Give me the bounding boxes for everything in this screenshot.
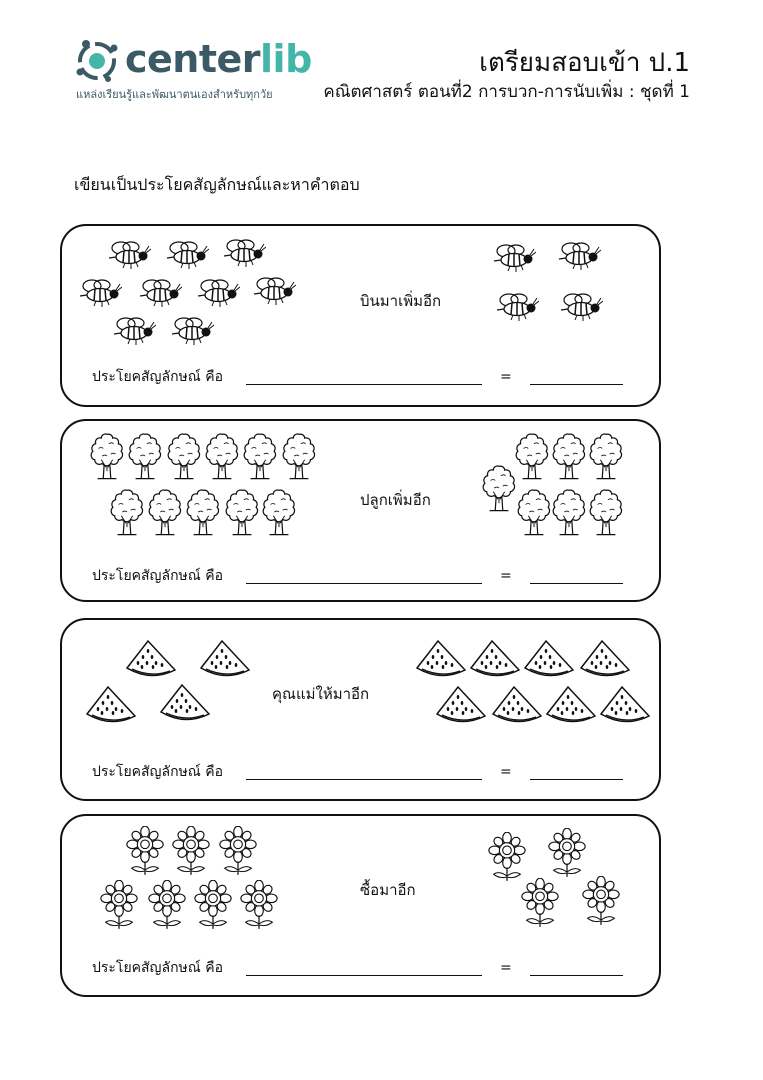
watermelon-icon — [598, 684, 652, 724]
bee-icon — [559, 292, 603, 322]
tree-icon — [148, 487, 182, 537]
bee-icon — [170, 316, 214, 346]
bee-icon — [165, 240, 209, 270]
watermelon-icon — [490, 684, 544, 724]
bee-icon — [107, 240, 151, 270]
flower-icon — [546, 828, 588, 878]
watermelon-icon — [198, 638, 252, 678]
number-sentence-label: ประโยคสัญลักษณ์ คือ — [92, 960, 223, 976]
bee-icon — [495, 292, 539, 322]
tree-icon — [589, 431, 623, 481]
number-sentence-label: ประโยคสัญลักษณ์ คือ — [92, 568, 223, 584]
problem-card-flowers — [60, 814, 661, 997]
tree-icon — [243, 431, 277, 481]
flower-icon — [98, 880, 140, 930]
bee-icon — [196, 278, 240, 308]
watermelon-icon — [158, 682, 212, 722]
flower-icon — [238, 880, 280, 930]
watermelon-icon — [414, 638, 468, 678]
tree-icon — [515, 431, 549, 481]
tree-icon — [589, 487, 623, 537]
flower-icon — [519, 878, 561, 928]
problem-caption: ซื้อมาอีก — [360, 881, 416, 899]
number-sentence-label: ประโยคสัญลักษณ์ คือ — [92, 764, 223, 780]
tree-icon — [552, 487, 586, 537]
equals-sign: = — [500, 369, 512, 385]
tree-icon — [186, 487, 220, 537]
tree-icon — [282, 431, 316, 481]
tree-icon — [90, 431, 124, 481]
problem-caption: บินมาเพิ่มอีก — [360, 292, 442, 310]
problem-caption: คุณแม่ให้มาอีก — [272, 685, 370, 703]
answer-blank[interactable] — [530, 384, 623, 385]
tree-icon — [128, 431, 162, 481]
watermelon-icon — [468, 638, 522, 678]
tree-icon — [205, 431, 239, 481]
logo-tagline: แหล่งเรียนรู้และพัฒนาตนเองสำหรับทุกวัย — [76, 88, 273, 101]
flower-icon — [486, 832, 528, 882]
number-sentence-label: ประโยคสัญลักษณ์ คือ — [92, 369, 223, 385]
bee-icon — [492, 243, 536, 273]
number-sentence-blank[interactable] — [246, 975, 482, 976]
problem-caption: ปลูกเพิ่มอีก — [360, 491, 431, 509]
flower-icon — [124, 826, 166, 876]
page-title: เตรียมสอบเข้า ป.1 — [479, 48, 690, 78]
problem-card-trees — [60, 419, 661, 602]
watermelon-icon — [522, 638, 576, 678]
tree-icon — [482, 463, 516, 513]
equals-sign: = — [500, 568, 512, 584]
flower-icon — [192, 880, 234, 930]
flower-icon — [217, 826, 259, 876]
bee-icon — [112, 316, 156, 346]
watermelon-icon — [544, 684, 598, 724]
watermelon-icon — [84, 684, 138, 724]
watermelon-icon — [434, 684, 488, 724]
flower-icon — [170, 826, 212, 876]
logo-wordmark: centerlib — [125, 37, 312, 81]
bee-icon — [138, 278, 182, 308]
watermelon-icon — [124, 638, 178, 678]
flower-icon — [580, 876, 622, 926]
tree-icon — [517, 487, 551, 537]
tree-icon — [552, 431, 586, 481]
number-sentence-blank[interactable] — [246, 384, 482, 385]
answer-blank[interactable] — [530, 975, 623, 976]
equals-sign: = — [500, 764, 512, 780]
bee-icon — [222, 238, 266, 268]
tree-icon — [167, 431, 201, 481]
number-sentence-blank[interactable] — [246, 779, 482, 780]
equals-sign: = — [500, 960, 512, 976]
answer-blank[interactable] — [530, 779, 623, 780]
bee-icon — [78, 278, 122, 308]
answer-blank[interactable] — [530, 583, 623, 584]
page-subtitle: คณิตศาสตร์ ตอนที่2 การบวก-การนับเพิ่ม : ชุดที่ 1 — [323, 82, 690, 102]
flower-icon — [146, 880, 188, 930]
watermelon-icon — [578, 638, 632, 678]
centerlib-logo-icon — [72, 36, 122, 86]
bee-icon — [252, 276, 296, 306]
tree-icon — [262, 487, 296, 537]
problem-card-watermelons — [60, 618, 661, 801]
tree-icon — [225, 487, 259, 537]
instruction-text: เขียนเป็นประโยคสัญลักษณ์และหาคำตอบ — [74, 175, 360, 194]
tree-icon — [110, 487, 144, 537]
number-sentence-blank[interactable] — [246, 583, 482, 584]
problem-card-bees — [60, 224, 661, 407]
bee-icon — [557, 241, 601, 271]
